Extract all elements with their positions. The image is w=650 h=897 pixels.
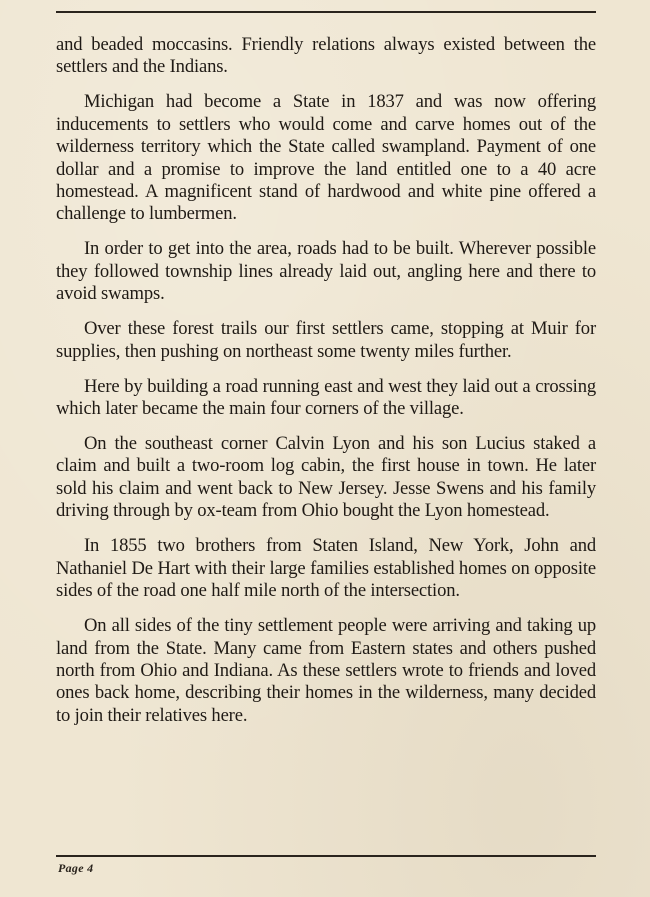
paragraph-forest-trails: Over these forest trails our first settlers came, stopping at Muir for supplies, then pushing on northeast some twenty miles further. — [56, 318, 596, 362]
body-text — [56, 34, 596, 740]
paragraph-continuation: and beaded moccasins. Friendly relations always existed between the settlers and the Indians. — [56, 34, 596, 78]
page-number: Page 4 — [58, 861, 94, 875]
paragraph-roads: In order to get into the area, roads had to be built. Wherever possible they followed township lines already laid out, angling here and there to avoid swamps. — [56, 238, 596, 305]
paragraph-michigan-statehood: Michigan had become a State in 1837 and was now offering inducements to settlers who would come and carve homes out of the wilderness territory which the State called swampland. Payment of one dollar and a promise to improve the land entitled one to a 40 acre homestead. A magnificent stand of hardwood and white pine offered a challenge to lumbermen. — [56, 91, 596, 225]
paragraph-settlers-arriving: On all sides of the tiny settlement people were arriving and taking up land from the State. Many came from Eastern states and others pushed north from Ohio and Indiana. As these settlers wrote to friends and loved ones back home, describing their homes in the wilderness, many decided to join their relatives here. — [56, 615, 596, 726]
paragraph-crossing: Here by building a road running east and west they laid out a crossing which later became the main four corners of the village. — [56, 375, 596, 420]
paragraph-de-hart-brothers: In 1855 two brothers from Staten Island, New York, John and Nathaniel De Hart with their large families established homes on opposite sides of the road one half mile north of the intersection. — [56, 535, 596, 602]
top-rule — [56, 11, 596, 13]
bottom-rule — [56, 855, 596, 857]
paragraph-lyon-cabin: On the southeast corner Calvin Lyon and his son Lucius staked a claim and built a two-room log cabin, the first house in town. He later sold his claim and went back to New Jersey. Jesse Swens and his family driving through by ox-team from Ohio bought the Lyon homestead. — [56, 433, 596, 522]
